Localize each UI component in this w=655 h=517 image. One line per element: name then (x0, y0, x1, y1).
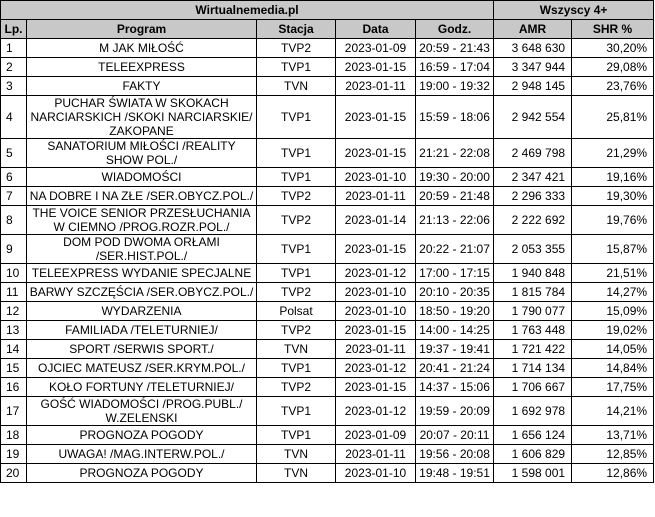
row-stacja-cell: TVN (257, 445, 336, 464)
row-lp-cell: 4 (1, 96, 27, 139)
row-data-cell: 2023-01-11 (336, 187, 416, 206)
row-amr-cell: 2 942 554 (494, 96, 572, 139)
table-row (1, 264, 654, 283)
row-program-cell: NA DOBRE I NA ZŁE /SER.OBYCZ.POL./ (27, 187, 257, 206)
row-data-cell: 2023-01-09 (336, 39, 416, 58)
row-lp-cell: 2 (1, 58, 27, 77)
table-row (1, 445, 654, 464)
row-shr-cell: 19,02% (572, 321, 654, 340)
row-amr-cell: 2 469 798 (494, 139, 572, 168)
row-program-cell: UWAGA! /MAG.INTERW.POL./ (27, 445, 257, 464)
row-godz-cell: 20:59 - 21:43 (416, 39, 494, 58)
row-lp-cell: 12 (1, 302, 27, 321)
table-row (1, 302, 654, 321)
row-program-cell: WIADOMOŚCI (27, 168, 257, 187)
row-stacja-cell: TVP1 (257, 397, 336, 426)
row-lp-cell: 11 (1, 283, 27, 302)
row-lp-cell: 15 (1, 359, 27, 378)
row-amr-cell: 1 606 829 (494, 445, 572, 464)
row-program-cell: OJCIEC MATEUSZ /SER.KRYM.POL./ (27, 359, 257, 378)
table-row (1, 283, 654, 302)
row-godz-cell: 19:59 - 20:09 (416, 397, 494, 426)
row-program-cell: SANATORIUM MIŁOŚCI /REALITY SHOW POL./ (27, 139, 257, 168)
header-row-top (1, 1, 654, 20)
row-program-cell: PROGNOZA POGODY (27, 464, 257, 483)
row-shr-cell: 12,86% (572, 464, 654, 483)
row-lp-cell: 10 (1, 264, 27, 283)
row-stacja-cell: TVP1 (257, 359, 336, 378)
table-row (1, 187, 654, 206)
row-amr-cell: 2 948 145 (494, 77, 572, 96)
row-data-cell: 2023-01-10 (336, 464, 416, 483)
row-stacja-cell: TVP1 (257, 168, 336, 187)
row-lp-cell: 6 (1, 168, 27, 187)
row-godz-cell: 20:41 - 21:24 (416, 359, 494, 378)
row-lp-cell: 9 (1, 235, 27, 264)
row-data-cell: 2023-01-15 (336, 378, 416, 397)
header-row-columns (1, 20, 654, 39)
row-godz-cell: 20:10 - 20:35 (416, 283, 494, 302)
row-amr-cell: 2 222 692 (494, 206, 572, 235)
row-data-cell: 2023-01-15 (336, 58, 416, 77)
row-godz-cell: 19:48 - 19:51 (416, 464, 494, 483)
row-amr-cell: 1 763 448 (494, 321, 572, 340)
row-stacja-cell: TVP1 (257, 96, 336, 139)
table-row (1, 235, 654, 264)
table-row (1, 321, 654, 340)
row-godz-cell: 19:56 - 20:08 (416, 445, 494, 464)
row-stacja-cell: TVP2 (257, 187, 336, 206)
row-lp-cell: 1 (1, 39, 27, 58)
row-godz-cell: 20:22 - 21:07 (416, 235, 494, 264)
row-lp-cell: 5 (1, 139, 27, 168)
table-row (1, 397, 654, 426)
row-data-cell: 2023-01-12 (336, 264, 416, 283)
table-row (1, 77, 654, 96)
row-program-cell: WYDARZENIA (27, 302, 257, 321)
table-row (1, 206, 654, 235)
row-shr-cell: 21,51% (572, 264, 654, 283)
table-row (1, 359, 654, 378)
row-data-cell: 2023-01-10 (336, 168, 416, 187)
row-godz-cell: 19:00 - 19:32 (416, 77, 494, 96)
row-godz-cell: 19:30 - 20:00 (416, 168, 494, 187)
row-amr-cell: 1 656 124 (494, 426, 572, 445)
row-program-cell: M JAK MIŁOŚĆ (27, 39, 257, 58)
row-data-cell: 2023-01-09 (336, 426, 416, 445)
row-amr-cell: 1 706 667 (494, 378, 572, 397)
row-data-cell: 2023-01-15 (336, 235, 416, 264)
row-amr-cell: 1 714 134 (494, 359, 572, 378)
col-program-header: Program (27, 20, 257, 39)
row-shr-cell: 15,09% (572, 302, 654, 321)
audience-header: Wszyscy 4+ (494, 1, 654, 20)
row-lp-cell: 13 (1, 321, 27, 340)
row-shr-cell: 13,71% (572, 426, 654, 445)
row-lp-cell: 19 (1, 445, 27, 464)
row-shr-cell: 30,20% (572, 39, 654, 58)
row-shr-cell: 15,87% (572, 235, 654, 264)
row-shr-cell: 19,30% (572, 187, 654, 206)
row-amr-cell: 1 790 077 (494, 302, 572, 321)
row-program-cell: PUCHAR ŚWIATA W SKOKACH NARCIARSKICH /SKOKI NARCIARSKIE/ ZAKOPANE (27, 96, 257, 139)
row-program-cell: FAMILIADA /TELETURNIEJ/ (27, 321, 257, 340)
row-program-cell: BARWY SZCZĘŚCIA /SER.OBYCZ.POL./ (27, 283, 257, 302)
col-shr-header: SHR % (572, 20, 654, 39)
row-godz-cell: 16:59 - 17:04 (416, 58, 494, 77)
row-shr-cell: 21,29% (572, 139, 654, 168)
col-stacja-header: Stacja (257, 20, 336, 39)
col-lp-header: Lp. (1, 20, 27, 39)
row-amr-cell: 1 598 001 (494, 464, 572, 483)
row-lp-cell: 17 (1, 397, 27, 426)
row-stacja-cell: TVP1 (257, 58, 336, 77)
row-lp-cell: 7 (1, 187, 27, 206)
row-godz-cell: 14:37 - 15:06 (416, 378, 494, 397)
row-amr-cell: 1 940 848 (494, 264, 572, 283)
row-program-cell: SPORT /SERWIS SPORT./ (27, 340, 257, 359)
row-shr-cell: 23,76% (572, 77, 654, 96)
row-data-cell: 2023-01-12 (336, 359, 416, 378)
col-amr-header: AMR (494, 20, 572, 39)
table-row (1, 39, 654, 58)
row-data-cell: 2023-01-15 (336, 321, 416, 340)
row-data-cell: 2023-01-14 (336, 206, 416, 235)
row-program-cell: PROGNOZA POGODY (27, 426, 257, 445)
row-shr-cell: 14,27% (572, 283, 654, 302)
row-program-cell: TELEEXPRESS WYDANIE SPECJALNE (27, 264, 257, 283)
row-lp-cell: 14 (1, 340, 27, 359)
row-godz-cell: 20:07 - 20:11 (416, 426, 494, 445)
row-shr-cell: 19,16% (572, 168, 654, 187)
row-stacja-cell: TVP2 (257, 378, 336, 397)
col-data-header: Data (336, 20, 416, 39)
row-shr-cell: 17,75% (572, 378, 654, 397)
row-program-cell: TELEEXPRESS (27, 58, 257, 77)
source-header: Wirtualnemedia.pl (1, 1, 494, 20)
row-data-cell: 2023-01-10 (336, 283, 416, 302)
row-amr-cell: 1 692 978 (494, 397, 572, 426)
row-stacja-cell: TVP1 (257, 139, 336, 168)
row-godz-cell: 21:21 - 22:08 (416, 139, 494, 168)
row-godz-cell: 17:00 - 17:15 (416, 264, 494, 283)
row-amr-cell: 2 053 355 (494, 235, 572, 264)
table-row (1, 139, 654, 168)
row-amr-cell: 1 815 784 (494, 283, 572, 302)
row-amr-cell: 2 347 421 (494, 168, 572, 187)
row-stacja-cell: TVN (257, 340, 336, 359)
row-stacja-cell: Polsat (257, 302, 336, 321)
row-lp-cell: 20 (1, 464, 27, 483)
row-stacja-cell: TVP2 (257, 283, 336, 302)
row-data-cell: 2023-01-12 (336, 397, 416, 426)
row-program-cell: DOM POD DWOMA ORŁAMI /SER.HIST.POL./ (27, 235, 257, 264)
row-amr-cell: 1 721 422 (494, 340, 572, 359)
row-shr-cell: 14,84% (572, 359, 654, 378)
row-amr-cell: 3 648 630 (494, 39, 572, 58)
row-data-cell: 2023-01-15 (336, 139, 416, 168)
row-shr-cell: 14,05% (572, 340, 654, 359)
row-lp-cell: 3 (1, 77, 27, 96)
row-data-cell: 2023-01-15 (336, 96, 416, 139)
row-godz-cell: 14:00 - 14:25 (416, 321, 494, 340)
row-stacja-cell: TVP2 (257, 39, 336, 58)
row-stacja-cell: TVN (257, 77, 336, 96)
row-stacja-cell: TVP2 (257, 206, 336, 235)
row-stacja-cell: TVP1 (257, 426, 336, 445)
row-stacja-cell: TVP1 (257, 235, 336, 264)
row-data-cell: 2023-01-10 (336, 302, 416, 321)
row-stacja-cell: TVP1 (257, 264, 336, 283)
row-lp-cell: 8 (1, 206, 27, 235)
table-row (1, 168, 654, 187)
col-godz-header: Godz. (416, 20, 494, 39)
row-data-cell: 2023-01-11 (336, 77, 416, 96)
row-data-cell: 2023-01-11 (336, 340, 416, 359)
table-row (1, 96, 654, 139)
row-program-cell: GOŚĆ WIADOMOŚCI /PROG.PUBL./ W.ZELENSKI (27, 397, 257, 426)
table-body (1, 39, 654, 483)
row-shr-cell: 29,08% (572, 58, 654, 77)
row-program-cell: THE VOICE SENIOR PRZESŁUCHANIA W CIEMNO /PROG.ROZR.POL./ (27, 206, 257, 235)
row-shr-cell: 19,76% (572, 206, 654, 235)
row-stacja-cell: TVN (257, 464, 336, 483)
row-godz-cell: 21:13 - 22:06 (416, 206, 494, 235)
table-row (1, 378, 654, 397)
row-lp-cell: 16 (1, 378, 27, 397)
row-godz-cell: 18:50 - 19:20 (416, 302, 494, 321)
table-row (1, 58, 654, 77)
table-row (1, 426, 654, 445)
row-program-cell: FAKTY (27, 77, 257, 96)
row-godz-cell: 20:59 - 21:48 (416, 187, 494, 206)
row-amr-cell: 2 296 333 (494, 187, 572, 206)
row-shr-cell: 14,21% (572, 397, 654, 426)
row-godz-cell: 19:37 - 19:41 (416, 340, 494, 359)
row-data-cell: 2023-01-11 (336, 445, 416, 464)
row-shr-cell: 12,85% (572, 445, 654, 464)
table-row (1, 464, 654, 483)
row-program-cell: KOŁO FORTUNY /TELETURNIEJ/ (27, 378, 257, 397)
row-amr-cell: 3 347 944 (494, 58, 572, 77)
row-lp-cell: 18 (1, 426, 27, 445)
table-row (1, 340, 654, 359)
row-godz-cell: 15:59 - 18:06 (416, 96, 494, 139)
row-stacja-cell: TVP2 (257, 321, 336, 340)
row-shr-cell: 25,81% (572, 96, 654, 139)
